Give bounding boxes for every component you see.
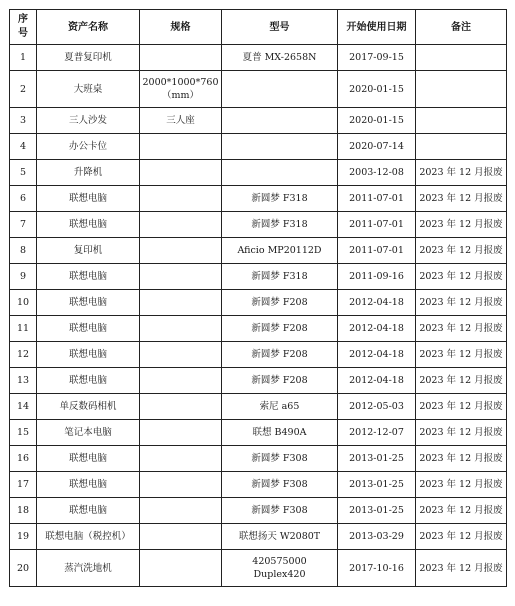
- cell-model-line: 新圆梦 F208: [251, 297, 308, 308]
- cell-model: [222, 160, 338, 186]
- cell-remark: [416, 108, 507, 134]
- cell-asset-name: 笔记本电脑: [37, 420, 140, 446]
- table-row: [10, 290, 507, 316]
- cell-spec: [140, 524, 222, 550]
- table-row: [10, 186, 507, 212]
- cell-remark: 2023 年 12 月报废: [416, 472, 507, 498]
- cell-spec: [140, 420, 222, 446]
- cell-remark: 2023 年 12 月报废: [416, 290, 507, 316]
- table-header-row: [10, 10, 507, 45]
- header-model: 型号: [222, 10, 338, 45]
- cell-no: 1: [10, 45, 37, 71]
- cell-model: [222, 71, 338, 108]
- cell-start-date: 2013-01-25: [338, 472, 416, 498]
- cell-remark: 2023 年 12 月报废: [416, 524, 507, 550]
- cell-remark: [416, 71, 507, 108]
- cell-model: [222, 420, 338, 446]
- cell-spec: [140, 290, 222, 316]
- cell-remark: 2023 年 12 月报废: [416, 498, 507, 524]
- cell-asset-name: 办公卡位: [37, 134, 140, 160]
- cell-remark: 2023 年 12 月报废: [416, 394, 507, 420]
- cell-model-line: 联想扬天 W2080T: [238, 531, 321, 542]
- cell-start-date: 2020-01-15: [338, 71, 416, 108]
- cell-spec: [140, 550, 222, 587]
- cell-spec: [140, 264, 222, 290]
- cell-remark: 2023 年 12 月报废: [416, 550, 507, 587]
- table-row: [10, 45, 507, 71]
- table-row: [10, 524, 507, 550]
- table-row: [10, 498, 507, 524]
- cell-start-date: 2011-07-01: [338, 212, 416, 238]
- table-row: [10, 238, 507, 264]
- cell-asset-name: 联想电脑: [37, 472, 140, 498]
- cell-model-line: 新圆梦 F208: [251, 349, 308, 360]
- cell-remark: 2023 年 12 月报废: [416, 368, 507, 394]
- cell-no: 17: [10, 472, 37, 498]
- cell-spec: [140, 71, 222, 108]
- table-row: [10, 368, 507, 394]
- cell-start-date: 2020-07-14: [338, 134, 416, 160]
- cell-spec: [140, 498, 222, 524]
- table-row: [10, 160, 507, 186]
- cell-no: 10: [10, 290, 37, 316]
- cell-start-date: 2013-01-25: [338, 498, 416, 524]
- table-row: [10, 108, 507, 134]
- cell-no: 9: [10, 264, 37, 290]
- cell-model: [222, 134, 338, 160]
- table-row: [10, 316, 507, 342]
- asset-table: [9, 9, 507, 587]
- cell-model-line: 新圆梦 F318: [251, 219, 308, 230]
- table-row: [10, 342, 507, 368]
- cell-asset-name: 单反数码相机: [37, 394, 140, 420]
- cell-model-line: 420575000: [252, 556, 307, 567]
- cell-model: [222, 108, 338, 134]
- cell-remark: 2023 年 12 月报废: [416, 420, 507, 446]
- cell-asset-name: 复印机: [37, 238, 140, 264]
- cell-model-line: 新圆梦 F208: [251, 323, 308, 334]
- cell-model-line: 新圆梦 F308: [251, 479, 308, 490]
- header-asset-name: 资产名称: [37, 10, 140, 45]
- cell-model-line: 联想 B490A: [252, 427, 307, 438]
- cell-model: [222, 342, 338, 368]
- cell-model: [222, 446, 338, 472]
- cell-asset-name: 蒸汽洗地机: [37, 550, 140, 587]
- cell-no: 18: [10, 498, 37, 524]
- cell-model-line: Aficio MP20112D: [237, 245, 322, 256]
- cell-start-date: 2011-09-16: [338, 264, 416, 290]
- cell-spec: [140, 446, 222, 472]
- cell-asset-name: 联想电脑: [37, 446, 140, 472]
- table-row: [10, 472, 507, 498]
- header-no: 序号: [10, 10, 37, 45]
- table-row: [10, 134, 507, 160]
- cell-model: [222, 45, 338, 71]
- cell-spec: [140, 45, 222, 71]
- cell-asset-name: 夏普复印机: [37, 45, 140, 71]
- cell-spec: [140, 394, 222, 420]
- cell-spec: [140, 472, 222, 498]
- cell-start-date: 2013-01-25: [338, 446, 416, 472]
- cell-model: [222, 264, 338, 290]
- cell-remark: [416, 45, 507, 71]
- cell-start-date: 2017-10-16: [338, 550, 416, 587]
- cell-asset-name: 联想电脑: [37, 264, 140, 290]
- cell-spec: [140, 186, 222, 212]
- cell-start-date: 2012-04-18: [338, 342, 416, 368]
- cell-model-line: 夏普 MX-2658N: [242, 52, 317, 63]
- cell-spec-line: （mm）: [161, 90, 200, 101]
- cell-asset-name: 联想电脑: [37, 342, 140, 368]
- cell-no: 12: [10, 342, 37, 368]
- cell-asset-name: 升降机: [37, 160, 140, 186]
- cell-no: 16: [10, 446, 37, 472]
- table-row: [10, 264, 507, 290]
- cell-asset-name: 联想电脑: [37, 498, 140, 524]
- cell-model-line: 新圆梦 F208: [251, 375, 308, 386]
- table-row: [10, 550, 507, 587]
- cell-model-line: 索尼 a65: [259, 401, 300, 412]
- cell-asset-name: 联想电脑: [37, 316, 140, 342]
- cell-model: [222, 212, 338, 238]
- table-row: [10, 394, 507, 420]
- cell-no: 2: [10, 71, 37, 108]
- cell-model: [222, 368, 338, 394]
- cell-model-line: 新圆梦 F318: [251, 271, 308, 282]
- cell-spec: [140, 212, 222, 238]
- cell-remark: 2023 年 12 月报废: [416, 186, 507, 212]
- cell-remark: 2023 年 12 月报废: [416, 212, 507, 238]
- cell-spec-line: 2000*1000*760: [142, 77, 219, 88]
- cell-asset-name: 联想电脑（税控机）: [37, 524, 140, 550]
- cell-no: 7: [10, 212, 37, 238]
- cell-start-date: 2017-09-15: [338, 45, 416, 71]
- cell-start-date: 2012-04-18: [338, 368, 416, 394]
- cell-remark: 2023 年 12 月报废: [416, 238, 507, 264]
- cell-start-date: 2011-07-01: [338, 186, 416, 212]
- cell-no: 19: [10, 524, 37, 550]
- cell-start-date: 2011-07-01: [338, 238, 416, 264]
- cell-no: 4: [10, 134, 37, 160]
- cell-model: [222, 238, 338, 264]
- cell-no: 11: [10, 316, 37, 342]
- cell-spec-line: 三人座: [166, 115, 195, 126]
- cell-remark: 2023 年 12 月报废: [416, 264, 507, 290]
- cell-model-line: 新圆梦 F308: [251, 453, 308, 464]
- cell-model: [222, 186, 338, 212]
- table-row: [10, 446, 507, 472]
- cell-no: 5: [10, 160, 37, 186]
- cell-start-date: 2012-05-03: [338, 394, 416, 420]
- cell-model: [222, 498, 338, 524]
- cell-start-date: 2012-12-07: [338, 420, 416, 446]
- header-start-date: 开始使用日期: [338, 10, 416, 45]
- cell-model-line: 新圆梦 F308: [251, 505, 308, 516]
- cell-remark: [416, 134, 507, 160]
- cell-start-date: 2013-03-29: [338, 524, 416, 550]
- cell-no: 14: [10, 394, 37, 420]
- cell-start-date: 2003-12-08: [338, 160, 416, 186]
- cell-spec: [140, 316, 222, 342]
- cell-no: 3: [10, 108, 37, 134]
- cell-spec: [140, 160, 222, 186]
- cell-remark: 2023 年 12 月报废: [416, 342, 507, 368]
- table-row: [10, 212, 507, 238]
- cell-model-line: 新圆梦 F318: [251, 193, 308, 204]
- cell-asset-name: 联想电脑: [37, 186, 140, 212]
- cell-model: [222, 394, 338, 420]
- table-row: [10, 420, 507, 446]
- cell-no: 6: [10, 186, 37, 212]
- cell-model: [222, 524, 338, 550]
- header-spec: 规格: [140, 10, 222, 45]
- cell-no: 20: [10, 550, 37, 587]
- cell-model: [222, 316, 338, 342]
- cell-remark: 2023 年 12 月报废: [416, 316, 507, 342]
- cell-asset-name: 大班桌: [37, 71, 140, 108]
- table-row: [10, 71, 507, 108]
- cell-remark: 2023 年 12 月报废: [416, 160, 507, 186]
- cell-no: 8: [10, 238, 37, 264]
- cell-spec: [140, 108, 222, 134]
- header-remark: 备注: [416, 10, 507, 45]
- cell-no: 15: [10, 420, 37, 446]
- cell-asset-name: 联想电脑: [37, 368, 140, 394]
- cell-start-date: 2012-04-18: [338, 290, 416, 316]
- cell-no: 13: [10, 368, 37, 394]
- cell-remark: 2023 年 12 月报废: [416, 446, 507, 472]
- cell-spec: [140, 368, 222, 394]
- cell-start-date: 2012-04-18: [338, 316, 416, 342]
- cell-asset-name: 联想电脑: [37, 212, 140, 238]
- cell-asset-name: 三人沙发: [37, 108, 140, 134]
- cell-asset-name: 联想电脑: [37, 290, 140, 316]
- cell-start-date: 2020-01-15: [338, 108, 416, 134]
- cell-spec: [140, 342, 222, 368]
- table-body: [10, 45, 507, 587]
- cell-model-line: Duplex420: [253, 569, 306, 580]
- cell-model: [222, 290, 338, 316]
- cell-spec: [140, 238, 222, 264]
- cell-model: [222, 472, 338, 498]
- cell-spec: [140, 134, 222, 160]
- cell-model: [222, 550, 338, 587]
